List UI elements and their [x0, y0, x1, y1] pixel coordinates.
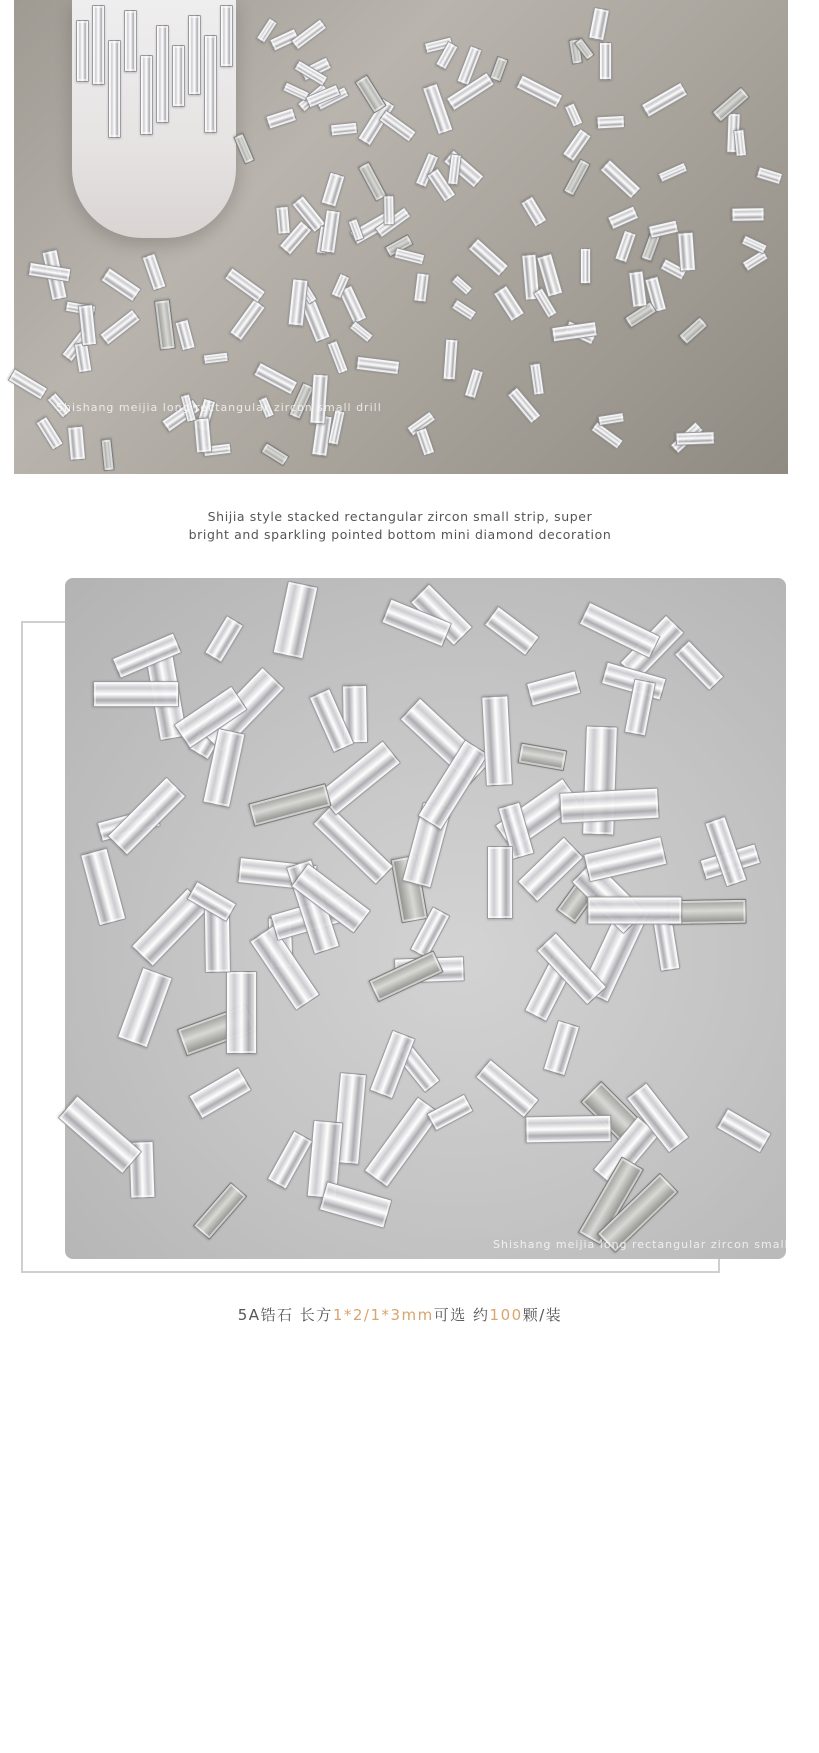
product-photo-top	[14, 0, 788, 474]
zircon-gem	[265, 108, 297, 131]
zircon-gem	[527, 671, 582, 707]
zircon-gem	[99, 308, 141, 345]
zircon-gem	[732, 207, 765, 222]
zircon-gem	[80, 848, 126, 927]
caption-line-1: Shijia style stacked rectangular zircon small strip, super	[207, 509, 593, 524]
zircon-gem	[267, 1130, 313, 1189]
zircon-gem	[172, 45, 185, 107]
zircon-gem	[36, 416, 65, 451]
zircon-gem	[379, 110, 418, 143]
zircon-gem	[530, 363, 545, 396]
zircon-gem	[194, 418, 213, 454]
zircon-gem	[188, 15, 201, 95]
zircon-gem	[312, 805, 394, 885]
zircon-gem	[363, 1096, 441, 1188]
zircon-gem	[562, 128, 592, 162]
zircon-gem	[648, 220, 679, 240]
zircon-gem	[273, 580, 319, 659]
zircon-gem	[154, 299, 176, 350]
zircon-gem	[493, 284, 525, 322]
spec-sizes: 1*2/1*3mm	[332, 1306, 434, 1324]
zircon-gem	[588, 897, 683, 925]
zircon-gem	[8, 368, 48, 400]
zircon-gem	[742, 250, 769, 272]
zircon-gem	[93, 681, 179, 707]
zircon-gem	[489, 56, 508, 83]
watermark-low: Shishang meijia long rectangular zircon small drill	[149, 1740, 475, 1753]
zircon-gem	[658, 162, 688, 183]
zircon-gem	[349, 321, 374, 344]
zircon-gem	[583, 836, 667, 882]
zircon-gem	[674, 640, 724, 691]
zircon-gem	[320, 210, 340, 254]
zircon-gem	[741, 234, 768, 254]
zircon-gem	[68, 426, 86, 461]
zircon-gem	[234, 133, 255, 164]
zircon-gem	[101, 438, 115, 471]
zircon-gem	[393, 247, 425, 265]
spec-suffix: 颗/装	[522, 1306, 563, 1324]
spec-prefix: 5A锆石 长方	[237, 1306, 333, 1324]
zircon-gem	[481, 696, 512, 787]
zircon-gem	[607, 206, 640, 231]
zircon-gem	[733, 130, 746, 157]
zircon-gem	[599, 42, 612, 80]
zircon-gem	[563, 158, 591, 196]
watermark-top: Shishang meijia long rectangular zircon small drill	[56, 401, 382, 414]
zircon-gem	[288, 279, 309, 327]
zircon-gem	[253, 362, 298, 396]
zircon-gem	[598, 413, 626, 427]
zircon-gem	[204, 352, 230, 365]
zircon-gem	[475, 1059, 540, 1119]
zircon-gem	[676, 431, 715, 445]
zircon-gem	[156, 25, 169, 123]
zircon-gem	[516, 74, 564, 108]
zircon-gem	[175, 318, 196, 351]
zircon-gem	[204, 615, 244, 663]
zircon-gem	[223, 267, 265, 303]
zircon-gem	[331, 122, 359, 137]
zircon-gem	[484, 606, 540, 656]
zircon-gem	[76, 20, 89, 82]
zircon-gem	[447, 154, 462, 186]
zircon-gem	[614, 230, 637, 264]
zircon-gem	[382, 195, 394, 225]
zircon-gem	[321, 171, 346, 207]
zircon-gem	[100, 267, 141, 302]
zircon-gem	[588, 7, 609, 42]
zircon-gem	[226, 971, 257, 1054]
zircon-gem	[188, 1067, 251, 1119]
zircon-gem	[600, 159, 642, 199]
zircon-gem	[677, 232, 695, 272]
zircon-gem	[229, 299, 266, 342]
caption-line-2: bright and sparkling pointed bottom mini diamond decoration	[188, 527, 612, 542]
zircon-gem	[628, 270, 648, 308]
zircon-gem	[464, 368, 484, 399]
zircon-gem	[451, 275, 473, 296]
spec-count: 100	[489, 1306, 523, 1324]
zircon-gem	[443, 339, 459, 380]
zircon-gem	[117, 967, 172, 1048]
watermark-mid: Shishang meijia long rectangular zircon small drill	[493, 1238, 819, 1251]
zircon-gem	[596, 115, 625, 130]
zircon-gem	[543, 1020, 580, 1076]
spec-middle: 可选 约	[433, 1306, 490, 1324]
zircon-gem	[525, 1115, 611, 1143]
zircon-gem	[413, 272, 430, 302]
zircon-gem	[124, 10, 137, 72]
zircon-gem	[347, 218, 364, 242]
zircon-gem	[559, 788, 660, 824]
zircon-gem	[356, 356, 400, 375]
zircon-gem	[422, 83, 453, 135]
zircon-gem	[564, 103, 583, 128]
zircon-gem	[678, 316, 708, 345]
zircon-gem	[591, 421, 624, 449]
zircon-gem	[487, 846, 513, 919]
zircon-gem	[204, 35, 217, 133]
zircon-gem	[193, 1182, 248, 1241]
zircon-gem	[580, 248, 592, 284]
zircon-gem	[415, 427, 435, 457]
zircon-gem	[260, 442, 289, 466]
zircon-gem	[468, 238, 509, 277]
zircon-gem	[520, 196, 547, 228]
zircon-gem	[142, 253, 167, 292]
zircon-gem	[755, 166, 783, 185]
zircon-gem	[319, 1182, 392, 1229]
zircon-gem	[354, 75, 386, 114]
zircon-gem	[452, 299, 478, 321]
zircon-gem	[518, 742, 568, 771]
zircon-gem	[578, 601, 660, 658]
zircon-gem	[58, 1096, 142, 1175]
zircon-gem	[716, 1108, 772, 1154]
zircon-gem	[108, 40, 121, 138]
zircon-gem	[426, 1094, 474, 1132]
zircon-gem	[220, 5, 233, 67]
zircon-gem	[328, 409, 346, 445]
zircon-gem	[140, 55, 153, 135]
zircon-gem	[326, 340, 348, 375]
zircon-gem	[92, 5, 105, 85]
zircon-gem	[276, 205, 291, 234]
spec-line	[0, 1304, 800, 1325]
zircon-gem	[641, 82, 688, 118]
